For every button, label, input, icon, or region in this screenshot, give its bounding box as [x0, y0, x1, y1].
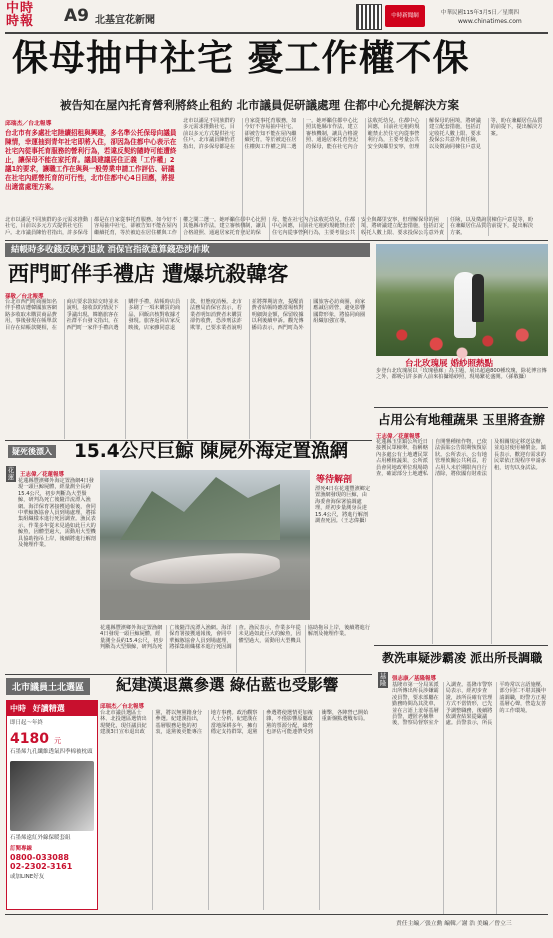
- farm-body: 花蓮縣玉里鎮公所近日接獲民眾檢舉，指稱轄內多處公有土地遭民眾占用種植蔬果，公所派員會同地政單位現場勘查，確認部分土地遭私自開墾種植作物，已依法張貼公告限期恢復原狀。公所表示，公有地管理攸關公共利益，若占用人未於期限內自行清除，將依國有財產法及相關規定移送法辦，並追討使用補償金。鎮長表示，歡迎有需求的民眾依正規程序申請承租，切勿以身試法。: [376, 439, 546, 478]
- logo-main: 中時: [6, 1, 35, 16]
- ad-price-row: [7, 728, 97, 747]
- keelung-tag: 基隆: [379, 672, 387, 687]
- top-body: 北市以滿足不同族群的多元需求推動社宅，目前以多元方式提供社宅住戶。北市議員陳怡君指出，許多保母都是在自家從事托育服務，如今好不容易抽中社宅，卻被告知不能在屋內繼續托育，等於被迫在居住權與工作權之間二選一。她呼籲住都中心比照其他縣市作法，建立審核機制，讓具合格證照、通過居家托育登記的保母，能在社宅內合法收托幼兒。住都中心回應，目前社宅租約規範禁止於住宅內從事營利行為，主要考量公共安全與鄰里安寧，但理解保母的困境，將研議建立配套措施，包括訂定收托人數上限、要求投保公共意外責任險，以及徵詢同棟住戶意見等，盼在兼顧居住品質的前提下，提出解決方案。: [5, 217, 534, 236]
- whale-shape: [129, 550, 281, 588]
- ximen-headline: 西門町伴手禮店 遭爆坑殺韓客: [8, 262, 289, 286]
- farm-byline: 王志偉／花蓮報導: [376, 434, 421, 440]
- bride-caption: 步登台北玫瑰展以「玫瑰藝廊」為主題，展出超過800種玫瑰，除花博宣傳之外，都吸引許多新人前來拍攝婚紗照，現場繁花盛開。（孫敬攝）: [376, 368, 547, 381]
- council-label: 北市議員土北選區: [6, 678, 90, 695]
- qr-code: [356, 4, 382, 30]
- masthead: [0, 0, 553, 36]
- ad-phone-label: 訂閱專線: [10, 846, 33, 852]
- keelung-byline: 張志康／基隆報導: [392, 676, 437, 682]
- section-name: 北基宜花新聞: [95, 15, 155, 26]
- council-body: 台北市議員選區士林、北投選區選情出現變化，現任議員紀建漢3日宣布退出政黨，將以無黨籍身分參選。紀建漢指出，基層服務是他的初衷，退黨後更能專注地方事務。政治觀察人士分析，紀建漢在當地深耕多年，擁有穩定支持群眾，退黨參選將使選情更加複雜，不僅影響原屬政黨的票源分配，綠營也評估可能連帶受到衝擊，各陣營已開始重新盤點選戰布局。: [100, 710, 369, 736]
- whale-tag: 花蓮: [7, 466, 15, 481]
- ad-line-label[interactable]: 或加LINE好友: [10, 874, 45, 880]
- date-line: 中華民國115年3月5日／星期四: [441, 10, 519, 16]
- ad-offer-2: 石墨烯遠紅外線保暖套組: [10, 835, 71, 841]
- whale-byline: 王志偉／花蓮報導: [20, 472, 65, 478]
- council-headline: 紀建漢退黨參選 綠估藍也受影響: [116, 676, 339, 694]
- top-headline: 保母抽中社宅 憂工作權不保: [12, 38, 470, 79]
- whale-photo-note: 漂死4日在花蓮豐濱鄉定置漁網發現的巨鯨，由海委會海保署協調處理，經初步量測身長達15.4公尺，將進行解剖調查死因。（王志偉攝）: [315, 486, 371, 525]
- whale-photo-caption: 等待解剖: [316, 475, 353, 485]
- whale-headline: 15.4公尺巨鯨 陳屍外海定置漁網: [74, 441, 349, 462]
- ad-box: [6, 700, 98, 910]
- groom-figure: [472, 274, 484, 322]
- divider-4: [374, 645, 548, 646]
- ad-promo: 即日起～年終: [10, 720, 44, 726]
- bride-title: 台北玫瑰展 婚紗照熱點: [405, 359, 493, 369]
- ximen-byline: 孫敬／台北報導: [5, 294, 44, 300]
- whale-photo: [100, 470, 310, 620]
- top-byline: 邱瑞杰／台北報導: [5, 121, 52, 127]
- logo: [6, 2, 40, 30]
- ad-unit: 元: [54, 737, 62, 745]
- website[interactable]: www.chinatimes.com: [458, 18, 522, 25]
- ad-offer-1: 石墨烯九孔纖維透氣四季棉被枕頭: [10, 749, 93, 755]
- footer-credits: 責任主編／張立勳 編輯／謝 浩 美編／曾立三: [396, 921, 512, 927]
- council-byline: 邱瑞杰／台北報導: [100, 704, 145, 710]
- top-subhead: 被告知在屋內托育營利將終止租約 北市議員促研議處理 住都中心允提解決方案: [60, 98, 460, 112]
- ad-header: [7, 701, 97, 716]
- whale-body: 花蓮縣豐濱鄉外海定置漁網4日發現一頭巨鯨屍體，經量測全長約15.4公尺，初步判斷為大型鬚鯨，研判為死亡後隨洋流漂入漁網。海洋保育署接獲通報後，會同中華鯨豚協會人員到場處理，將採集組織樣本進行死因調查。漁民表示，作業多年從未見過如此巨大的鯨魚，因體型過大，需動用大型機具協助拖吊上岸，後續將進行解剖及掩埋作業。: [18, 478, 96, 549]
- whale-body-2: 花蓮縣豐濱鄉外海定置漁網4日發現一頭巨鯨屍體，經量測全長約15.4公尺，初步判斷為大型鬚鯨，研判為死亡後隨洋流漂入漁網。海洋保育署接獲通報後，會同中華鯨豚協會人員到場處理，將採集組織樣本進行死因調查。漁民表示，作業多年從未見過如此巨大的鯨魚，因體型過大，需動用大型機具協助拖吊上岸，後續將進行解剖及掩埋作業。: [100, 625, 371, 651]
- ad-price: 4180: [10, 731, 49, 747]
- app-badge: 中時新聞網: [385, 5, 425, 27]
- ad-phone-2[interactable]: 02-2302-3161: [10, 862, 73, 871]
- ximen-kicker: 結帳時多收錢反映才退款 消保官指欲意算錢恐涉詐欺: [5, 243, 370, 257]
- top-lead: 台北市有多處社宅陸續招租與興建，多名準公托保母向議員陳情，幸運抽到青年社宅即將入住，卻因為住都中心表示在社宅內從事托育服務的營利行為，若違反契約隨時可能遭終止，讓保母不能在家托育。議員建議居住正義「工作權」2議1的要求，讓職工作在與與一般勞業申請工作評估、研議在社宅內經營托育的可行性，北市住都中心4日回應，將提出適當處理方案。: [5, 129, 177, 191]
- footer-rule: [5, 914, 548, 915]
- divider-1: [5, 240, 548, 241]
- top-body-right: 北市以滿足不同族群的多元需求推動社宅，目前以多元方式提供社宅住戶。北市議員陳怡君指出，許多保母都是在自家從事托育服務，如今好不容易抽中社宅，卻被告知不能在屋內繼續托育，等於被迫在居住權與工作權之間二選一。她呼籲住都中心比照其他縣市作法，建立審核機制，讓具合格證照、通過居家托育登記的保母，能在社宅內合法收托幼兒。住都中心回應，目前社宅租約規範禁止於住宅內從事營利行為，主要考量公共安全與鄰里安寧，但理解保母的困境，將研議建立配套措施，包括訂定收托人數上限、要求投保公共意外責任險，以及徵詢同棟住戶意見等，盼在兼顧居住品質的前提下，提出解決方案。: [183, 118, 543, 150]
- farm-headline: 占用公有地種蔬果 玉里將查辦: [378, 412, 545, 427]
- ad-products: [10, 761, 94, 831]
- keelung-body: 基隆市第一分局某派出所傳出所長涉嫌霸凌員警，要求部屬在勤務時間為其洗車，並在言語上羞辱基層員警，遭匿名檢舉後，警察局督察室介入調查。基隆市警察局表示，經初步查證，該所長確有管理方式不當情形，已先予調整職務，後續將依調查結果從嚴議處。員警表示，所長平時常以言語施壓，部分同仁不堪其擾申請調職，盼警方正視基層心聲，營造友善的工作環境。: [392, 682, 547, 727]
- keelung-headline: 教洗車疑涉霸凌 派出所長調職: [382, 651, 543, 665]
- ad-phone-1[interactable]: 0800-033088: [10, 853, 69, 862]
- whale-kicker: 疑死後漂入: [8, 445, 56, 458]
- bride-photo: [376, 244, 548, 356]
- masthead-rule: [5, 32, 548, 34]
- ad-brand: 中時: [10, 704, 26, 713]
- top-lead-box: [5, 118, 178, 214]
- page-number: A9: [64, 6, 89, 26]
- ximen-body: 台北市西門町商圈知名伴手禮店遭韓國旅客網路多收取未購買商品費用，事後發現在帳單款目存在結帳款變相，在商店要求款結交時並未說明，接收款的情況下爭議出現。韓籍旅客在社群平台發文指出，在西門町一家伴手禮店選購伴手禮，結帳時店員多刷了一項未購買的商品，回飯店核對收據才發現。旅客返回店家反映後，店家雖同意退款，但態度消極。北市法務局消保官表示，若業者明知消費者未購買卻仍收費，恐涉刑法詐欺罪，已要求業者說明並將擇期訪查，提醒消費者結帳時應當場核對明細與金額，保留收據以利後續申訴。觀光傳播局表示，西門町為外國旅客必訪商圈，商家應誠信經營，避免影響國際形象，將協同商圈組織加強宣導。: [5, 299, 366, 331]
- ad-title: 好讀精選: [32, 704, 65, 713]
- logo-sub: 時報: [6, 14, 35, 29]
